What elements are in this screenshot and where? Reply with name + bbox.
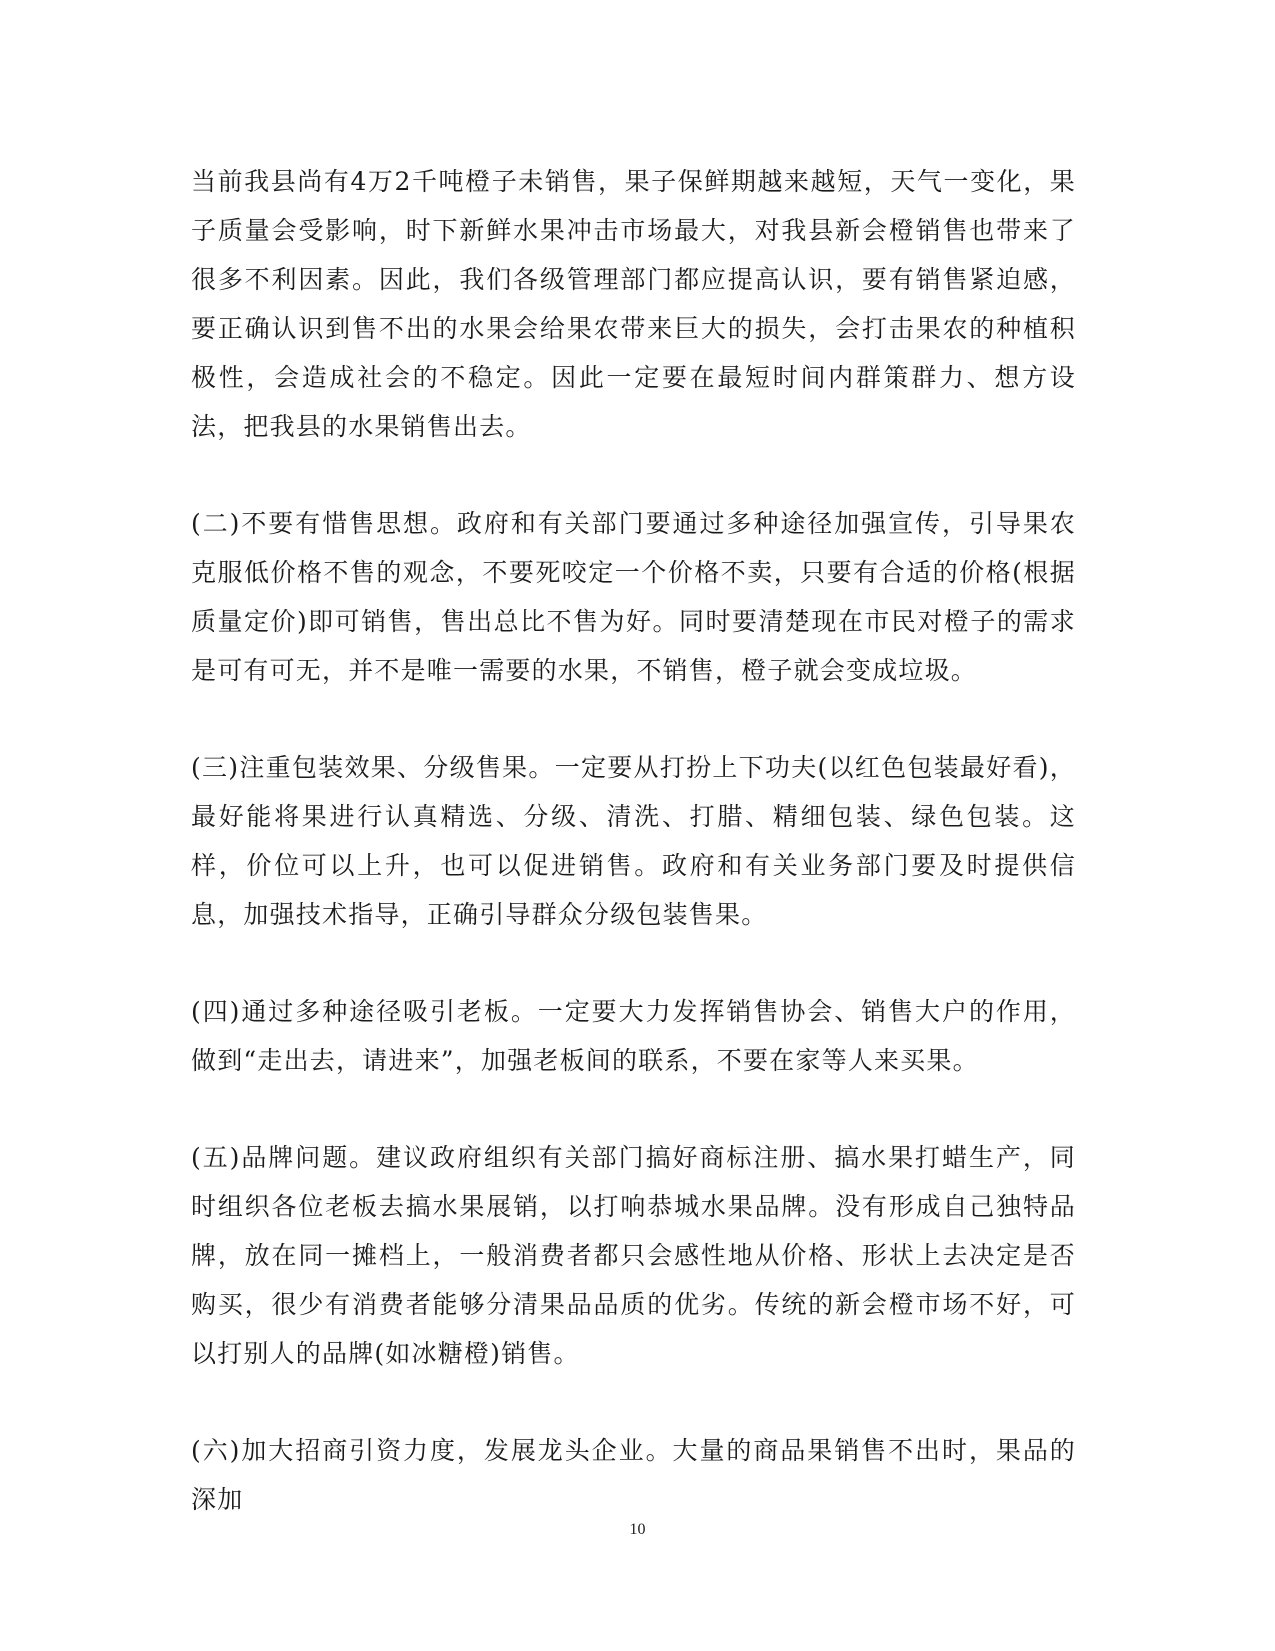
paragraph-section-2: (二)不要有惜售思想。政府和有关部门要通过多种途径加强宣传，引导果农克服低价格不售的观念，不要死咬定一个价格不卖，只要有合适的价格(根据质量定价)即可销售，售出总比不售为好。同时要清楚现在市民对橙子的需求是可有可无，并不是唯一需要的水果，不销售，橙子就会变成垃圾。 (191, 509, 1076, 685)
page-number: 10 (629, 1521, 646, 1538)
paragraph-section-5: (五)品牌问题。建议政府组织有关部门搞好商标注册、搞水果打蜡生产，同时组织各位老板去搞水果展销，以打响恭城水果品牌。没有形成自己独特品牌，放在同一摊档上，一般消费者都只会感性地从价格、形状上去决定是否购买，很少有消费者能够分清果品品质的优劣。传统的新会橙市场不好，可以打别人的品牌(如冰糖橙)销售。 (191, 1143, 1076, 1368)
body-text (191, 157, 1076, 1572)
paragraph-section-3: (三)注重包装效果、分级售果。一定要从打扮上下功夫(以红色包装最好看)，最好能将果进行认真精选、分级、清洗、打腊、精细包装、绿色包装。这样，价位可以上升，也可以促进销售。政府和有关业务部门要及时提供信息，加强技术指导，正确引导群众分级包装售果。 (191, 753, 1076, 929)
paragraph-intro: 当前我县尚有4万2千吨橙子未销售，果子保鲜期越来越短，天气一变化，果子质量会受影响，时下新鲜水果冲击市场最大，对我县新会橙销售也带来了很多不利因素。因此，我们各级管理部门都应提高认识，要有销售紧迫感，要正确认识到售不出的水果会给果农带来巨大的损失，会打击果农的种植积极性，会造成社会的不稳定。因此一定要在最短时间内群策群力、想方设法，把我县的水果销售出去。 (191, 167, 1076, 441)
paragraph-section-6: (六)加大招商引资力度，发展龙头企业。大量的商品果销售不出时，果品的深加 (191, 1436, 1076, 1514)
paragraph-section-4: (四)通过多种途径吸引老板。一定要大力发挥销售协会、销售大户的作用，做到“走出去，请进来”，加强老板间的联系，不要在家等人来买果。 (191, 997, 1076, 1075)
